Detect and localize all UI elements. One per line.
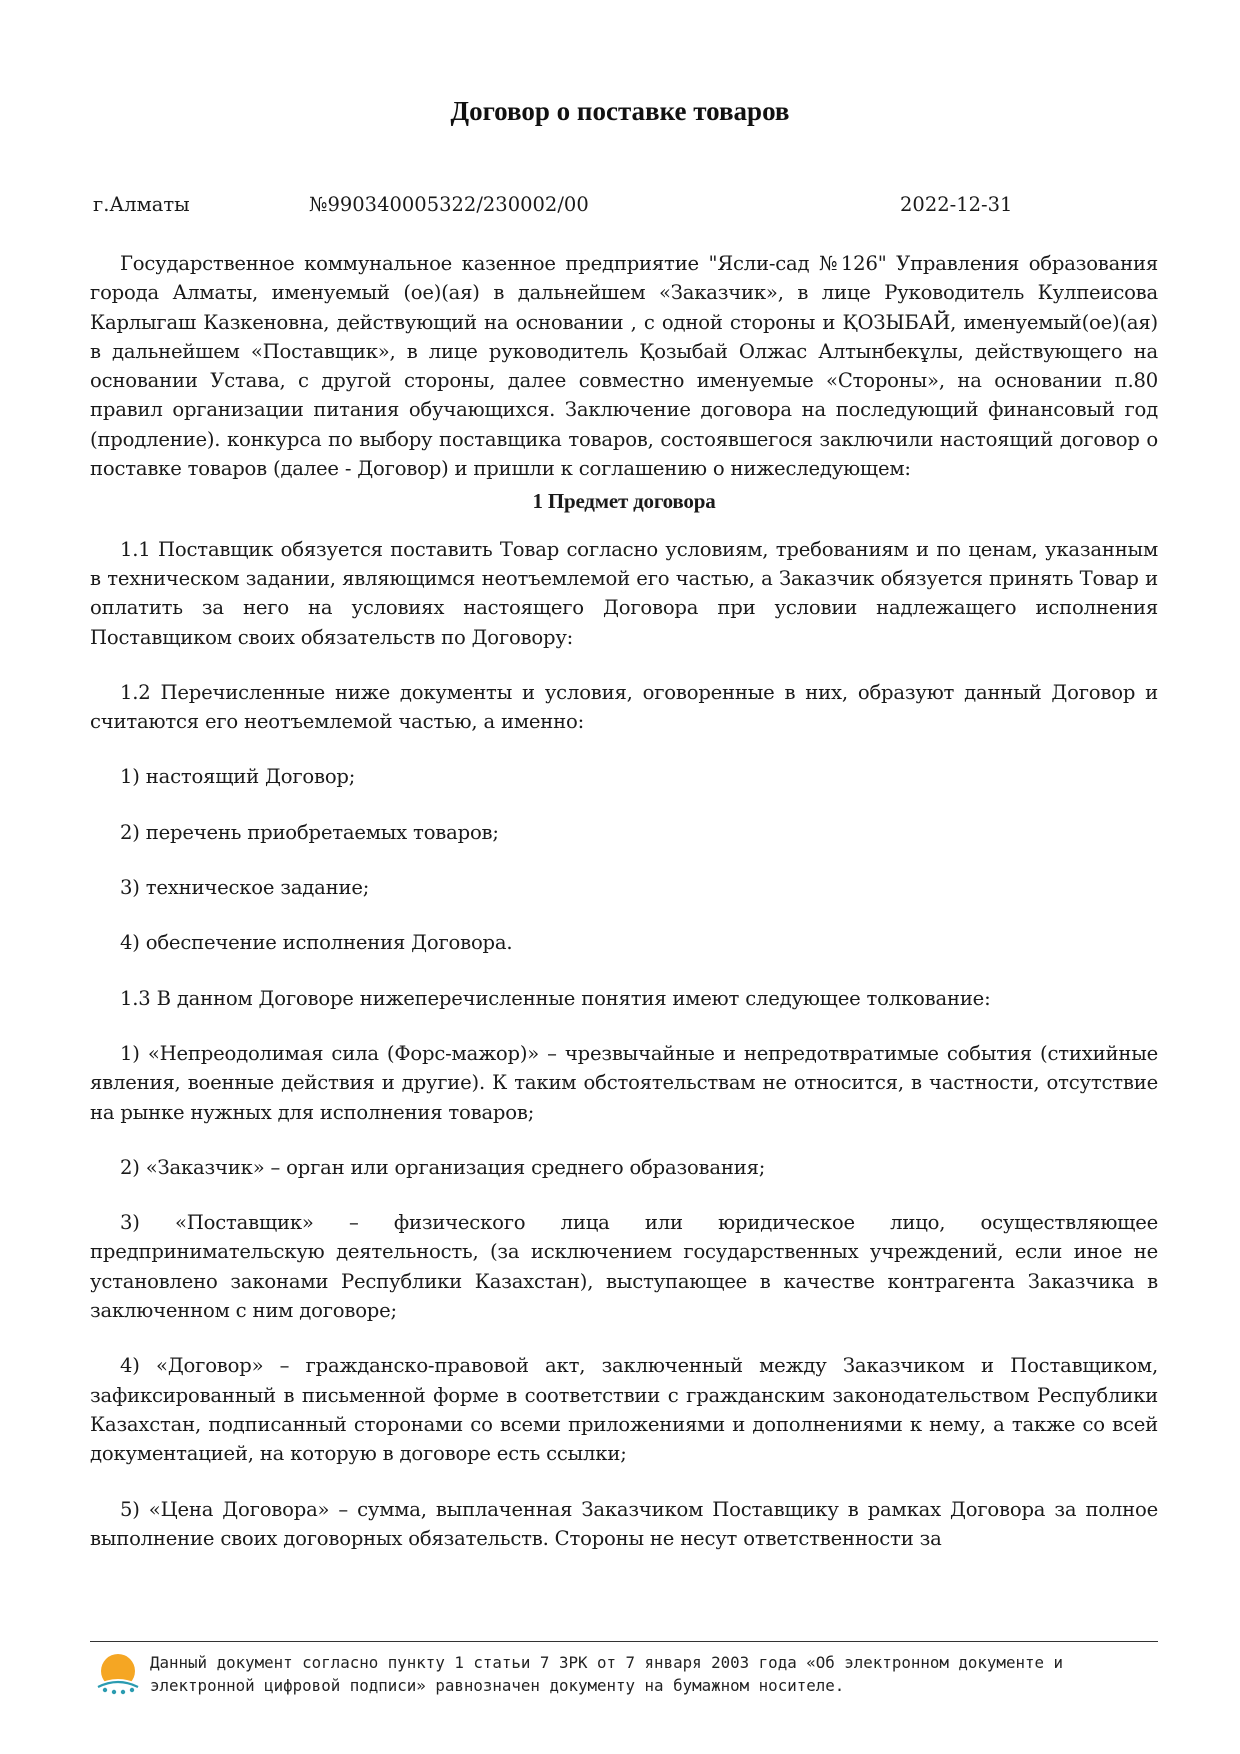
- document-date: 2022-12-31: [900, 193, 1013, 216]
- footer-divider: [90, 1641, 1158, 1642]
- egov-sun-logo-icon: [90, 1649, 146, 1697]
- list-item: 1) настоящий Договор;: [120, 765, 356, 789]
- definition-item: 4) «Договор» – гражданско-правовой акт, заключенный между Заказчиком и Поставщиком, зафиксированный в письменной форме в соответствии с гражданским законодательством Республики Казахстан, подписанный сторонами со всеми приложениями и дополнениями к нему, а также со всей документацией, на которую в договоре есть ссылки;: [90, 1354, 1158, 1466]
- clause-1-1: 1.1 Поставщик обязуется поставить Товар согласно условиям, требованиям и по ценам, указанным в техническом задании, являющимся неотъемлемой его частью, а Заказчик обязуется принять Товар и оплатить за него на условиях настоящего Договора при условии надлежащего исполнения Поставщиком своих обязательств по Договору:: [90, 537, 1158, 649]
- footer-line-2: электронной цифровой подписи» равнозначен документу на бумажном носителе.: [150, 1676, 845, 1695]
- definition-item: 2) «Заказчик» – орган или организация среднего образования;: [120, 1155, 766, 1179]
- definition-item: 5) «Цена Договора» – сумма, выплаченная Заказчиком Поставщику в рамках Договора за полное выполнение своих договорных обязательств. Стороны не несут ответственности за: [90, 1497, 1158, 1550]
- section-1-title: 1 Предмет договора: [532, 489, 716, 514]
- document-body: [90, 249, 1158, 1553]
- document-title: Договор о поставке товаров: [450, 96, 790, 126]
- definition-item: 3) «Поставщик» – физического лица или юридическое лицо, осуществляющее предпринимательскую деятельность, (за исключением государственных учреждений, если иное не установлено законами Республики Казахстан), выступающее в качестве контрагента Заказчика в заключенном с ним договоре;: [90, 1211, 1158, 1323]
- clause-1-2: 1.2 Перечисленные ниже документы и условия, оговоренные в них, образуют данный Договор и считаются его неотъемлемой частью, а именно:: [90, 680, 1158, 734]
- list-item: 2) перечень приобретаемых товаров;: [120, 820, 499, 844]
- document-city: г.Алматы: [93, 193, 190, 216]
- footer-line-1: Данный документ согласно пункту 1 статьи 7 ЗРК от 7 января 2003 года «Об электронном документе и: [150, 1653, 1064, 1672]
- intro-paragraph: Государственное коммунальное казенное предприятие "Ясли-сад №126" Управления образования города Алматы, именуемый (ое)(ая) в дальнейшем «Заказчик», в лице Руководитель Кулпеисова Карлыгаш Казкеновна, действующий на основании , с одной стороны и ҚОЗЫБАЙ, именуемый(ое)(ая) в дальнейшем «Поставщик», в лице руководитель Қозыбай Олжас Алтынбекұлы, действующего на основании Устава, с другой стороны, далее совместно именуемые «Стороны», на основании п.80 правил организации питания обучающихся. Заключение договора на последующий финансовый год (продление). конкурса по выбору поставщика товаров, состоявшегося заключили настоящий договор о поставке товаров (далее - Договор) и пришли к соглашению о нижеследующем:: [90, 252, 1158, 481]
- document-number: №990340005322/230002/00: [309, 193, 589, 216]
- definition-item: 1) «Непреодолимая сила (Форс-мажор)» – чрезвычайные и непредотвратимые события (стихийные явления, военные действия и другие). К таким обстоятельствам не относится, в частности, отсутствие на рынке нужных для исполнения товаров;: [90, 1041, 1158, 1124]
- footer-legal-note: [150, 1651, 1150, 1697]
- clause-1-3: 1.3 В данном Договоре нижеперечисленные понятия имеют следующее толкование:: [120, 986, 991, 1010]
- list-item: 4) обеспечение исполнения Договора.: [120, 931, 513, 955]
- list-item: 3) техническое задание;: [120, 876, 370, 900]
